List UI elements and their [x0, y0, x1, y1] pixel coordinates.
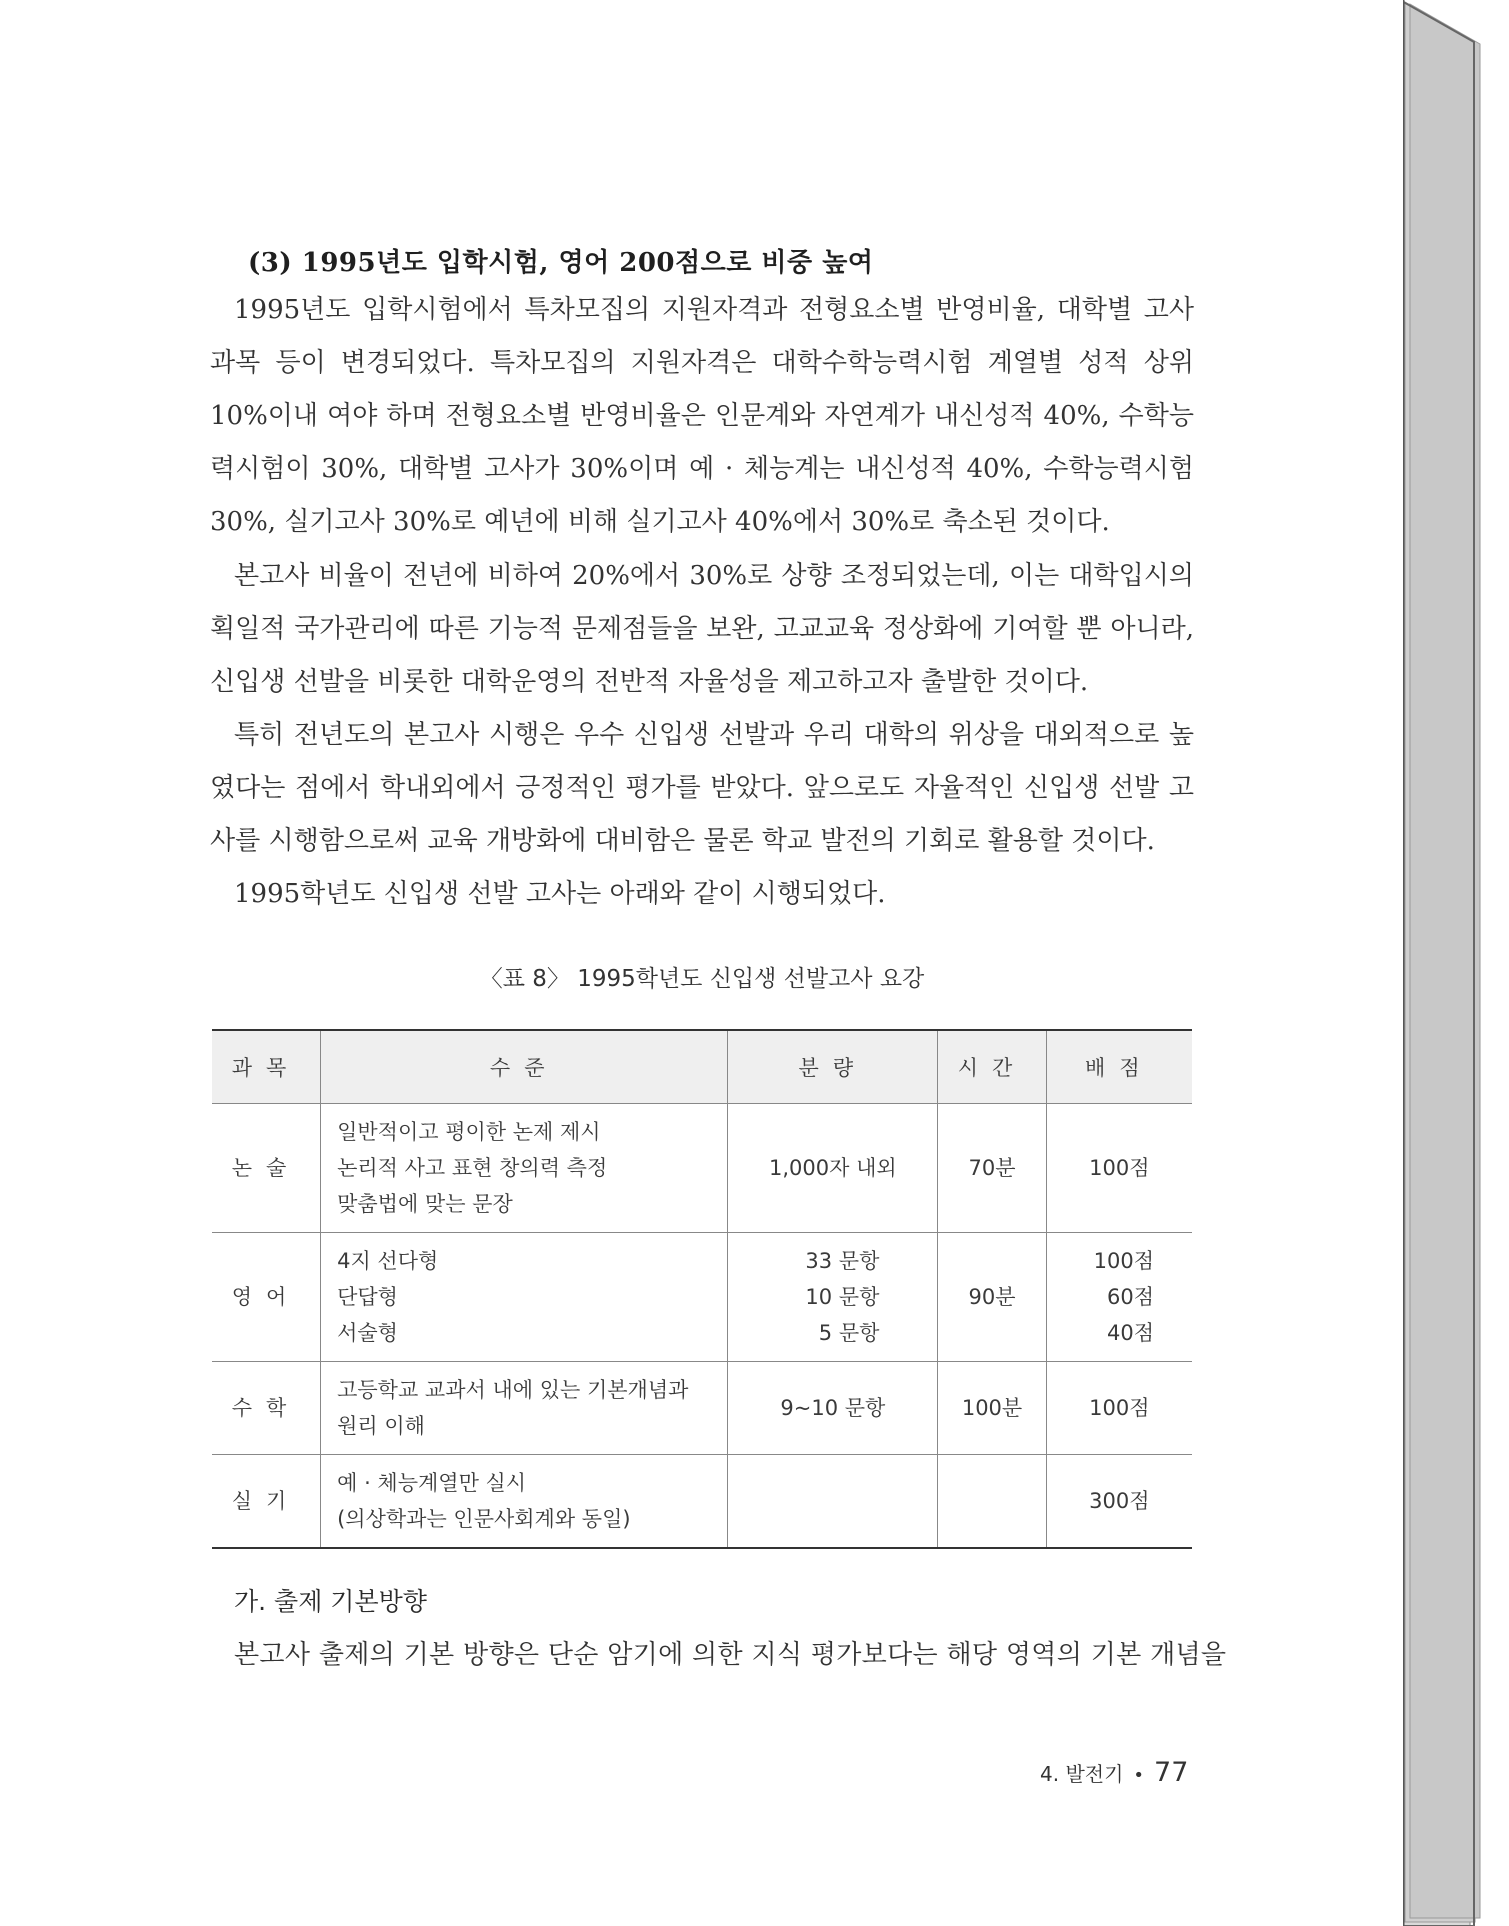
- cell-line: 5 문항: [818, 1321, 880, 1345]
- table-row: [212, 1233, 1192, 1362]
- bullet-icon: •: [1133, 1765, 1145, 1786]
- paragraph-3: 특히 전년도의 본고사 시행은 우수 신입생 선발과 우리 대학의 위상을 대외적으로 높였다는 점에서 학내외에서 긍정적인 평가를 받았다. 앞으로도 자율적인 신입생 선발 고사를 시행함으로써 교육 개방화에 대비함은 물론 학교 발전의 기회로 활용할 것이다.: [210, 720, 1194, 856]
- book-page-edge: [1400, 0, 1509, 1926]
- header-level: 수준: [321, 1030, 728, 1104]
- table-row: [212, 1455, 1192, 1549]
- cell-time: 100분: [938, 1362, 1046, 1455]
- cell-score: [1046, 1104, 1192, 1233]
- cell-line: 1,000자 내외: [769, 1156, 897, 1180]
- header-time: 시간: [938, 1030, 1046, 1104]
- cell-amount: [728, 1455, 938, 1549]
- cell-line: 40점: [1106, 1321, 1154, 1345]
- cell-line: 논리적 사고 표현 창의력 측정: [337, 1156, 608, 1180]
- cell-line: 원리 이해: [337, 1414, 425, 1438]
- cell-score: [1046, 1455, 1192, 1549]
- section-heading: (3) 1995년도 입학시험, 영어 200점으로 비중 높여: [248, 248, 874, 278]
- sub-heading: 가. 출제 기본방향: [234, 1587, 427, 1616]
- cell-score: [1046, 1233, 1192, 1362]
- cell-time: 70분: [938, 1104, 1046, 1233]
- cell-level: [321, 1233, 728, 1362]
- running-head: 4. 발전기: [1040, 1762, 1124, 1786]
- cell-line: (의상학과는 인문사회계와 동일): [337, 1507, 631, 1531]
- header-subject: 과목: [212, 1030, 321, 1104]
- paragraph-5: 본고사 출제의 기본 방향은 단순 암기에 의한 지식 평가보다는 해당 영역의 기본 개념을: [234, 1640, 1227, 1670]
- cell-amount: [728, 1104, 938, 1233]
- paragraph-1: 1995년도 입학시험에서 특차모집의 지원자격과 전형요소별 반영비율, 대학별 고사과목 등이 변경되었다. 특차모집의 지원자격은 대학수학능력시험 계열별 성적 상위 10%이내 여야 하며 전형요소별 반영비율은 인문계와 자연계가 내신성적 40%, 수학능력시험이 30%, 대학별 고사가 30%이며 예 · 체능계는 내신성적 40%, 수학능력시험 30%, 실기고사 30%로 예년에 비해 실기고사 40%에서 30%로 축소된 것이다.: [210, 295, 1194, 537]
- cell-level: [321, 1104, 728, 1233]
- cell-line: 33 문항: [805, 1249, 880, 1273]
- cell-line: 단답형: [337, 1285, 398, 1309]
- cell-line: 60점: [1106, 1285, 1154, 1309]
- cell-subject: 실기: [212, 1455, 321, 1549]
- cell-amount: [728, 1362, 938, 1455]
- table-row: [212, 1362, 1192, 1455]
- page-number: 77: [1154, 1757, 1189, 1788]
- cell-amount: [728, 1233, 938, 1362]
- cell-subject: 수학: [212, 1362, 321, 1455]
- header-score: 배점: [1046, 1030, 1192, 1104]
- page-footer: [1040, 1757, 1188, 1788]
- cell-level: [321, 1455, 728, 1549]
- cell-line: 100점: [1093, 1249, 1154, 1273]
- cell-level: [321, 1362, 728, 1455]
- cell-line: 100점: [1089, 1156, 1150, 1180]
- cell-line: 서술형: [337, 1321, 398, 1345]
- header-amount: 분량: [728, 1030, 938, 1104]
- paragraph-2: 본고사 비율이 전년에 비하여 20%에서 30%로 상향 조정되었는데, 이는 대학입시의 획일적 국가관리에 따른 기능적 문제점들을 보완, 고교교육 정상화에 기여할 뿐 아니라, 신입생 선발을 비롯한 대학운영의 전반적 자율성을 제고하고자 출발한 것이다.: [210, 561, 1194, 697]
- cell-line: 고등학교 교과서 내에 있는 기본개념과: [337, 1378, 689, 1402]
- cell-subject: 영어: [212, 1233, 321, 1362]
- cell-line: 맞춤법에 맞는 문장: [337, 1192, 513, 1216]
- table-caption: 〈표 8〉 1995학년도 신입생 선발고사 요강: [479, 966, 925, 992]
- cell-line: 9~10 문항: [780, 1396, 886, 1420]
- cell-subject: 논술: [212, 1104, 321, 1233]
- paragraph-4: 1995학년도 신입생 선발 고사는 아래와 같이 시행되었다.: [234, 879, 886, 909]
- table-header-row: [212, 1030, 1192, 1104]
- cell-line: 10 문항: [805, 1285, 880, 1309]
- cell-time: [938, 1455, 1046, 1549]
- cell-time: 90분: [938, 1233, 1046, 1362]
- exam-requirements-table: [212, 1029, 1192, 1549]
- table-row: [212, 1104, 1192, 1233]
- cell-line: 100점: [1089, 1396, 1150, 1420]
- cell-line: 4지 선다형: [337, 1249, 439, 1273]
- cell-line: 예 · 체능계열만 실시: [337, 1471, 527, 1495]
- cell-score: [1046, 1362, 1192, 1455]
- cell-line: 일반적이고 평이한 논제 제시: [337, 1120, 601, 1144]
- cell-line: 300점: [1089, 1489, 1150, 1513]
